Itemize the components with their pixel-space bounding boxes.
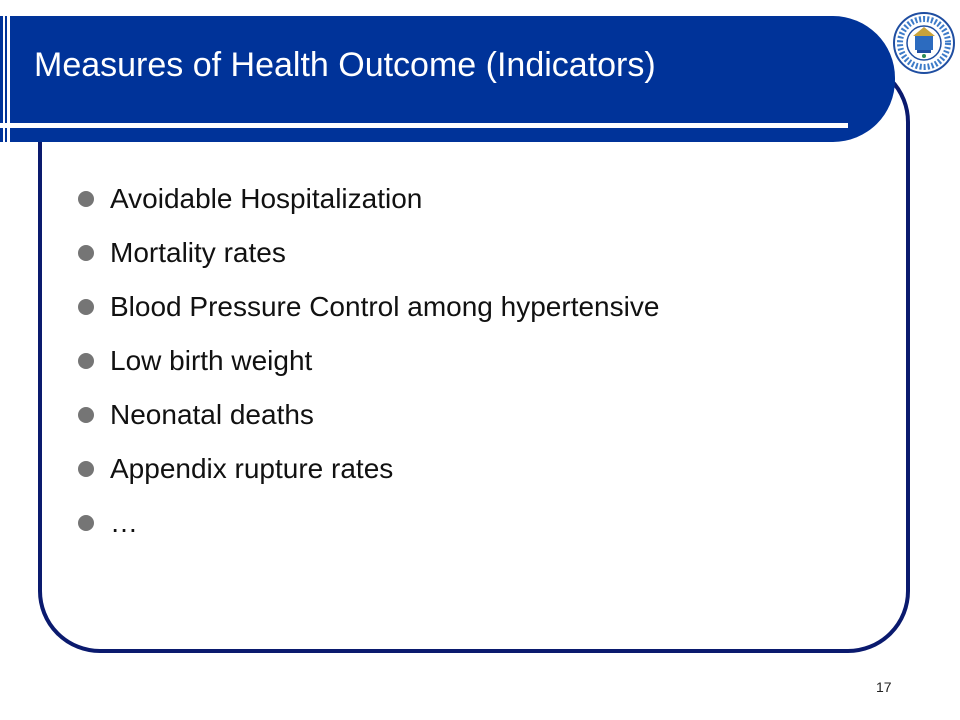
bullet-list: [78, 172, 659, 550]
list-item: [78, 280, 659, 334]
page-number: 17: [876, 679, 892, 695]
bullet-text: Avoidable Hospitalization: [110, 183, 423, 214]
university-seal-logo: [893, 12, 955, 74]
bullet-dot-icon: [78, 353, 94, 369]
bullet-dot-icon: [78, 515, 94, 531]
bullet-dot-icon: [78, 191, 94, 207]
list-item: [78, 226, 659, 280]
bullet-text: Low birth weight: [110, 345, 313, 376]
bullet-dot-icon: [78, 407, 94, 423]
list-item: [78, 172, 659, 226]
bullet-text: Blood Pressure Control among hypertensive: [110, 291, 660, 322]
bullet-dot-icon: [78, 461, 94, 477]
bullet-dot-icon: [78, 299, 94, 315]
bullet-text: Mortality rates: [110, 237, 286, 268]
slide-title: Measures of Health Outcome (Indicators): [34, 46, 656, 84]
bullet-text: Neonatal deaths: [110, 399, 314, 430]
list-item: [78, 496, 659, 550]
list-item: [78, 442, 659, 496]
bullet-dot-icon: [78, 245, 94, 261]
title-underline: [0, 123, 848, 128]
bullet-text: …: [110, 507, 138, 538]
bullet-text: Appendix rupture rates: [110, 453, 394, 484]
list-item: [78, 334, 659, 388]
list-item: [78, 388, 659, 442]
